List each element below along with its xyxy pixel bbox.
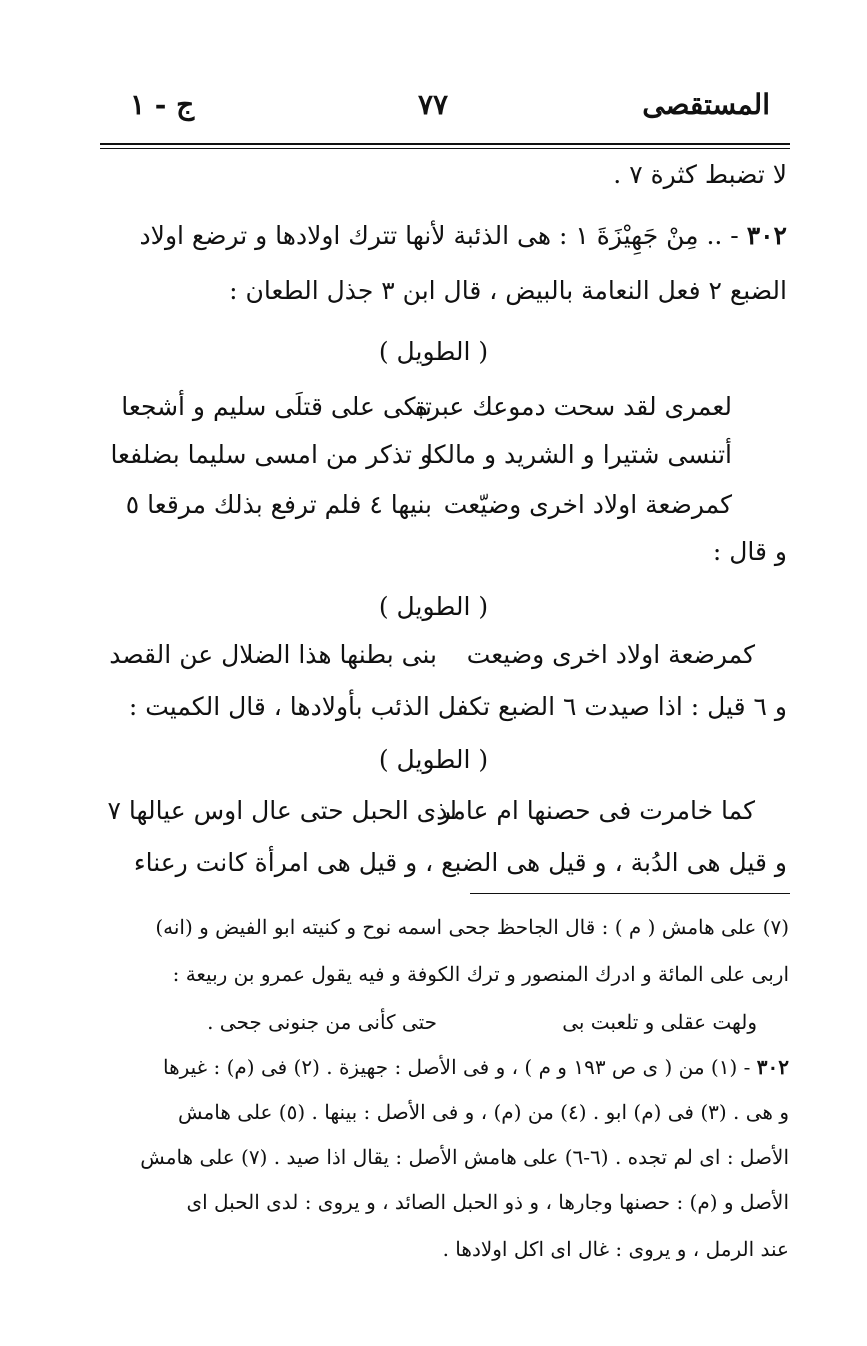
verse-1-second: تبكى على قتلَى سليم و أشجعا: [121, 392, 432, 421]
footnote-line-6: الأصل : اى لم تجده . (٦-٦) على هامش الأصل : يقال اذا صيد . (٧) على هامش: [140, 1145, 789, 1169]
text-line-qil: و ٦ قيل : اذا صيدت ٦ الضبع تكفل الذئب بأولادها ، قال الكميت :: [128, 692, 787, 721]
verse-2-first: أتنسى شتيرا و الشريد و مالكا: [425, 440, 732, 469]
footnote-entry-text: - (١) من ( ى ص ١٩٣ و م ) ، و فى الأصل : جهيزة . (٢) فى (م) : غيرها: [162, 1055, 751, 1079]
verse-4-second: بنى بطنها هذا الضلال عن القصد: [109, 640, 437, 669]
verse-5-first: كما خامرت فى حصنها ام عامر: [438, 796, 755, 825]
header-rule: [100, 143, 790, 145]
verse-5-second: لذى الحبل حتى عال اوس عيالها ٧: [107, 796, 457, 825]
page-number: ٧٧: [418, 88, 449, 121]
entry-text: - .. مِنْ جَهِيْزَةَ ١ : هى الذئبة لأنها تترك اولادها و ترضع اولاد: [139, 221, 739, 250]
text-line-1: لا تضبط كثرة ٧ .: [613, 160, 787, 189]
footnote-line-8: عند الرمل ، و يروى : غال اى اكل اولادها .: [442, 1237, 789, 1261]
footnote-line-7: الأصل و (م) : حصنها وجارها ، و ذو الحبل الصائد ، و يروى : لدى الحبل اى: [186, 1190, 789, 1214]
header-rule-thin: [100, 148, 790, 149]
meter-label-2: ( الطويل ): [378, 592, 489, 621]
verse-1-first: لعمرى لقد سحت دموعك عبرة: [414, 392, 732, 421]
footnote-verse-second: حتى كأنى من جنونى جحى .: [207, 1010, 437, 1034]
footnote-rule: [470, 893, 790, 894]
volume-label: ج - ١: [130, 88, 195, 121]
text-line-qal: و قال :: [712, 537, 787, 566]
verse-4-first: كمرضعة اولاد اخرى وضيعت: [466, 640, 755, 669]
footnote-entry-number: ٣٠٢: [756, 1055, 789, 1079]
text-line-last: و قيل هى الدُبة ، و قيل هى الضبع ، و قيل هى امرأة كانت رعناء: [133, 848, 787, 877]
verse-3-second: بنيها ٤ فلم ترفع بذلك مرقعا ٥: [125, 490, 432, 519]
footnote-verse-first: ولهت عقلى و تلعبت بى: [562, 1010, 757, 1034]
footnote-line-1: (٧) على هامش ( م ) : قال الجاحظ جحى اسمه نوح و كنيته ابو الفيض و (انه): [155, 915, 789, 939]
book-title: المستقصى: [642, 88, 770, 121]
entry-number: ٣٠٢: [746, 221, 787, 250]
text-line-3: الضبع ٢ فعل النعامة بالبيض ، قال ابن ٣ جذل الطعان :: [229, 276, 787, 305]
footnote-entry-302: [163, 1055, 789, 1079]
footnote-line-5: و هى . (٣) فى (م) ابو . (٤) من (م) ، و فى الأصل : بينها . (٥) على هامش: [178, 1100, 789, 1124]
entry-302: [140, 221, 787, 250]
verse-2-second: و تذكر من امسى سليما بضلفعا: [110, 440, 432, 469]
page-header: [100, 88, 770, 132]
meter-label-3: ( الطويل ): [378, 745, 489, 774]
footnote-line-2: اربى على المائة و ادرك المنصور و ترك الكوفة و فيه يقول عمرو بن ربيعة :: [172, 962, 789, 986]
meter-label-1: ( الطويل ): [378, 337, 489, 366]
verse-3-first: كمرضعة اولاد اخرى وضيّعت: [443, 490, 732, 519]
